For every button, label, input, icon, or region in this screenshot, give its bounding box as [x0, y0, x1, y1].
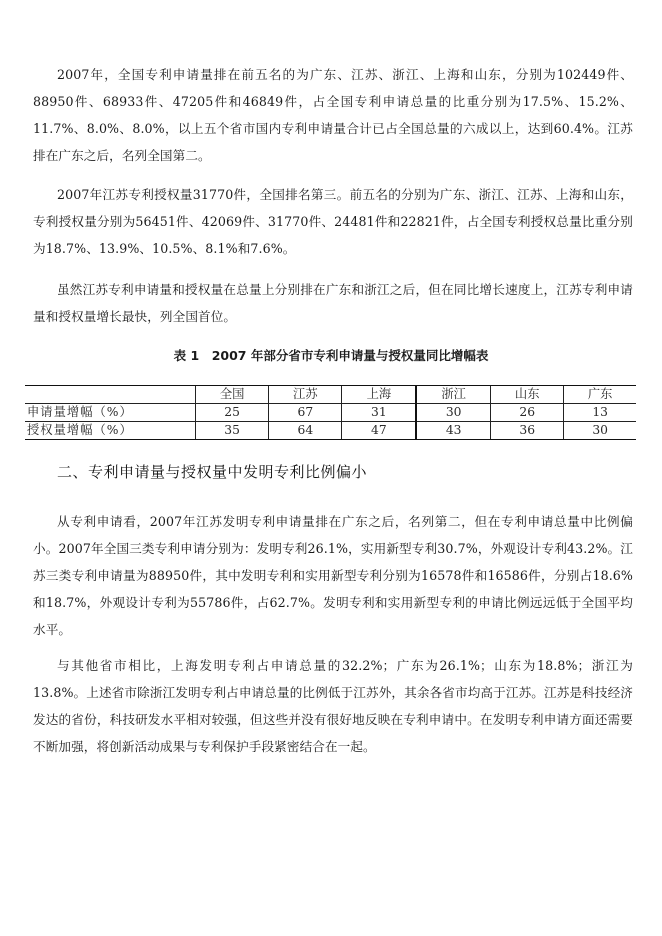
table-header-cell: 全国 — [196, 386, 269, 404]
paragraph-application-ranking: 2007年，全国专利申请量排在前五名的为广东、江苏、浙江、上海和山东，分别为102449件、88950件、68933件、47205件和46849件，占全国专利申请总量的比重分别为17.5%、15.2%、11.7%、8.0%、8.0%，以上五个省市国内专利申请量合计已占全国总量的六成以上，达到60.4%。江苏排在广东之后，名列全国第二。 — [33, 67, 633, 163]
table-row-label: 授权量增幅（%） — [25, 422, 196, 440]
table-cell: 26 — [491, 404, 564, 422]
table-header-cell: 广东 — [564, 386, 636, 404]
table-row-label: 申请量增幅（%） — [25, 404, 196, 422]
table-header-row — [25, 386, 636, 404]
table-row — [25, 422, 636, 440]
table-cell: 67 — [269, 404, 342, 422]
table-cell: 35 — [196, 422, 269, 440]
table-cell: 64 — [269, 422, 342, 440]
table-header-cell — [25, 386, 196, 404]
paragraph-province-comparison: 与其他省市相比，上海发明专利占申请总量的32.2%；广东为26.1%；山东为18.8%；浙江为13.8%。上述省市除浙江发明专利占申请总量的比例低于江苏外，其余各省市均高于江苏。江苏是科技经济发达的省份，科技研发水平相对较强，但这些并没有很好地反映在专利申请中。在发明专利申请方面还需要不断加强，将创新活动成果与专利保护手段紧密结合在一起。 — [33, 658, 633, 754]
table-cell: 13 — [564, 404, 636, 422]
paragraph-grant-ranking: 2007年江苏专利授权量31770件，全国排名第三。前五名的分别为广东、浙江、江苏、上海和山东，专利授权量分别为56451件、42069件、31770件、24481件和22821件，占全国专利授权总量比重分别为18.7%、13.9%、10.5%、8.1%和7.6%。 — [33, 187, 633, 256]
table-row — [25, 404, 636, 422]
paragraph-invention-share: 从专利申请看，2007年江苏发明专利申请量排在广东之后，名列第二，但在专利申请总量中比例偏小。2007年全国三类专利申请分别为：发明专利26.1%，实用新型专利30.7%，外观设计专利43.2%。江苏三类专利申请量为88950件，其中发明专利和实用新型专利分别为16578件和16586件，分别占18.6%和18.7%，外观设计专利为55786件，占62.7%。发明专利和实用新型专利的申请比例远远低于全国平均水平。 — [33, 514, 633, 637]
table-cell: 31 — [342, 404, 416, 422]
table-cell: 47 — [342, 422, 416, 440]
table-cell: 30 — [564, 422, 636, 440]
paragraph-growth-speed: 虽然江苏专利申请量和授权量在总量上分别排在广东和浙江之后，但在同比增长速度上，江苏专利申请量和授权量增长最快，列全国首位。 — [33, 282, 633, 324]
table-cell: 43 — [416, 422, 490, 440]
table-header-cell: 江苏 — [269, 386, 342, 404]
table-caption: 表 1 2007 年部分省市专利申请量与授权量同比增幅表 — [173, 348, 489, 363]
section-heading: 二、专利申请量与授权量中发明专利比例偏小 — [57, 463, 368, 481]
table-header-cell: 浙江 — [416, 386, 490, 404]
table-header-cell: 上海 — [342, 386, 416, 404]
table-cell: 25 — [196, 404, 269, 422]
growth-table — [25, 385, 636, 440]
table-cell: 36 — [491, 422, 564, 440]
table-cell: 30 — [416, 404, 490, 422]
table-header-cell: 山东 — [491, 386, 564, 404]
